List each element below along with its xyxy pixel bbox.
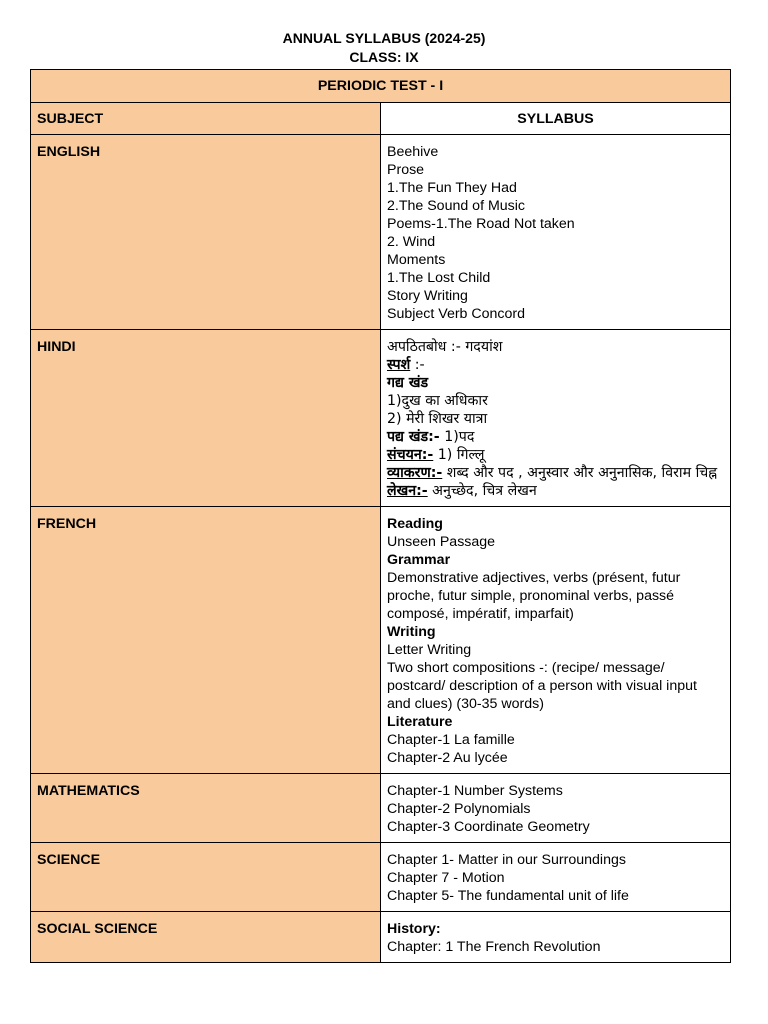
syllabus-line bbox=[387, 482, 724, 500]
subject-science: SCIENCE bbox=[31, 843, 381, 912]
table-row-mathematics bbox=[31, 774, 731, 843]
section-text: 1) गिल्लू bbox=[433, 447, 485, 463]
table-row-social-science bbox=[31, 912, 731, 963]
term-row bbox=[31, 70, 731, 103]
syllabus-line: Story Writing bbox=[387, 288, 468, 304]
section-heading: Literature bbox=[387, 714, 453, 730]
table-row-french bbox=[31, 507, 731, 774]
syllabus-line bbox=[387, 446, 724, 464]
syllabus-line: 2. Wind bbox=[387, 234, 436, 250]
syllabus-line: Chapter-3 Coordinate Geometry bbox=[387, 819, 590, 835]
syllabus-table bbox=[30, 69, 731, 963]
syllabus-line: 2) मेरी शिखर यात्रा bbox=[387, 411, 488, 427]
syllabus-line: Chapter: 1 The French Revolution bbox=[387, 939, 601, 955]
syllabus-line: Chapter-1 La famille bbox=[387, 732, 515, 748]
syllabus-line: Unseen Passage bbox=[387, 534, 496, 550]
subject-social-science: SOCIAL SCIENCE bbox=[31, 912, 381, 963]
syllabus-line: 1.The Fun They Had bbox=[387, 180, 517, 196]
section-text: शब्द और पद , अनुस्वार और अनुनासिक, विराम चिह्न bbox=[442, 465, 718, 481]
syllabus-line: Moments bbox=[387, 252, 446, 268]
table-row-hindi bbox=[31, 330, 731, 507]
table-row-english bbox=[31, 135, 731, 330]
syllabus-line bbox=[387, 356, 724, 374]
section-heading: Grammar bbox=[387, 552, 451, 568]
syllabus-line: Chapter 7 - Motion bbox=[387, 870, 505, 886]
section-heading: गद्य खंड bbox=[387, 375, 429, 391]
syllabus-column-header: SYLLABUS bbox=[381, 103, 731, 135]
syllabus-line: Beehive bbox=[387, 144, 439, 160]
syllabus-hindi bbox=[381, 330, 731, 507]
syllabus-line: Chapter-2 Polynomials bbox=[387, 801, 531, 817]
syllabus-line: Subject Verb Concord bbox=[387, 306, 526, 322]
syllabus-line: Letter Writing bbox=[387, 642, 472, 658]
syllabus-line: Demonstrative adjectives, verbs (présent, futur proche, futur simple, pronominal verbs, passé composé, impératif, imparfait) bbox=[387, 570, 681, 622]
section-heading: History: bbox=[387, 921, 441, 937]
syllabus-line: Chapter-2 Au lycée bbox=[387, 750, 508, 766]
header-row bbox=[31, 103, 731, 135]
section-label: पद्य खंड:- bbox=[387, 429, 440, 445]
document-title: ANNUAL SYLLABUS (2024-25) bbox=[282, 30, 486, 46]
term-heading: PERIODIC TEST - I bbox=[31, 70, 731, 103]
syllabus-line: Chapter-1 Number Systems bbox=[387, 783, 563, 799]
syllabus-line: Chapter 5- The fundamental unit of life bbox=[387, 888, 629, 904]
syllabus-english bbox=[381, 135, 731, 330]
class-label: CLASS: IX bbox=[349, 49, 419, 65]
syllabus-social-science bbox=[381, 912, 731, 963]
syllabus-line bbox=[387, 464, 724, 482]
syllabus-science bbox=[381, 843, 731, 912]
subject-hindi: HINDI bbox=[31, 330, 381, 507]
subject-mathematics: MATHEMATICS bbox=[31, 774, 381, 843]
section-label: संचयन:- bbox=[387, 447, 434, 463]
section-heading: Writing bbox=[387, 624, 436, 640]
syllabus-line: अपठितबोध :- गदयांश bbox=[387, 339, 503, 355]
syllabus-line: 1)दुख का अधिकार bbox=[387, 393, 488, 409]
syllabus-line: Chapter 1- Matter in our Surroundings bbox=[387, 852, 626, 868]
syllabus-line: 1.The Lost Child bbox=[387, 270, 491, 286]
section-label: स्पर्श bbox=[387, 357, 411, 373]
syllabus-line: Poems-1.The Road Not taken bbox=[387, 216, 575, 232]
section-label: लेखन:- bbox=[387, 483, 428, 499]
section-text: 1)पद bbox=[439, 429, 475, 445]
section-heading: Reading bbox=[387, 516, 443, 532]
section-text: अनुच्छेद, चित्र लेखन bbox=[427, 483, 537, 499]
syllabus-line: Prose bbox=[387, 162, 425, 178]
syllabus-line bbox=[387, 428, 724, 446]
subject-english: ENGLISH bbox=[31, 135, 381, 330]
section-text: :- bbox=[410, 357, 425, 373]
syllabus-mathematics bbox=[381, 774, 731, 843]
subject-french: FRENCH bbox=[31, 507, 381, 774]
table-row-science bbox=[31, 843, 731, 912]
subject-column-header: SUBJECT bbox=[31, 103, 381, 135]
syllabus-line: 2.The Sound of Music bbox=[387, 198, 526, 214]
syllabus-line: Two short compositions -: (recipe/ message/ postcard/ description of a person with visual input and clues) (30-35 words) bbox=[387, 660, 697, 712]
syllabus-french bbox=[381, 507, 731, 774]
section-label: व्याकरण:- bbox=[387, 465, 443, 481]
